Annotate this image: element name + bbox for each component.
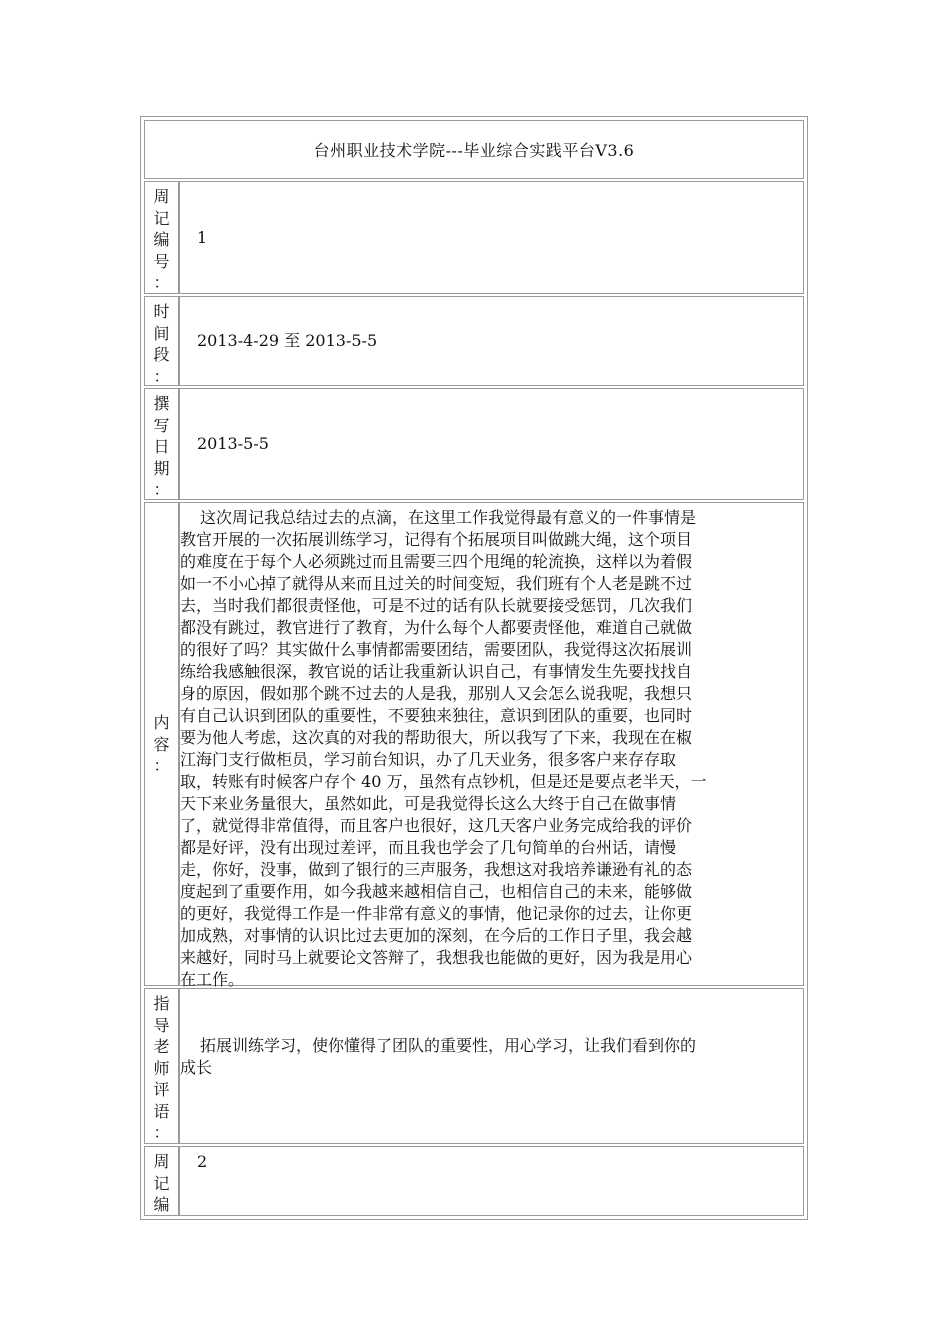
row-write-date xyxy=(144,388,804,500)
write-date-label: 撰 写 日 期 ： xyxy=(153,394,170,499)
form-title: 台州职业技术学院---毕业综合实践平台V3.6 xyxy=(144,120,804,179)
week-number-2-label: 周 记 编 xyxy=(153,1152,170,1214)
write-date-value: 2013-5-5 xyxy=(197,434,269,453)
row-week-number-2 xyxy=(144,1146,804,1216)
content-text: 这次周记我总结过去的点滴，在这里工作我觉得最有意义的一件事情是 教官开展的一次拓展训练学习，记得有个拓展项目叫做跳大绳，这个项目 的难度在于每个人必须跳过而且需要三四个甩绳的轮流换，这样以为着假 如一不小心掉了就得从来而且过关的时间变短，我们班有个人老是跳不过 去，当时我们都很责怪他，可是不过的话有队长就要接受惩罚，几次我们 都没有跳过，教官进行了教育，为什么每个人都要责怪他，难道自己就做 的很好了吗？其实做什么事情都需要团结，需要团队，我觉得这次拓展训 练给我感触很深，教官说的话让我重新认识自己，有事情发生先要找找自 身的原因，假如那个跳不过去的人是我，那别人又会怎么说我呢，我想只 有自己认识到团队的重要性，不要独来独往，意识到团队的重要，也同时 要为他人考虑，这次真的对我的帮助很大，所以我写了下来，我现在在椒 江海门支行做柜员，学习前台知识，办了几天业务，很多客户来存存取 取，转账有时候客户存个 40 万，虽然有点钞机，但是还是要点老半天，一 天下来业务量很大，虽然如此，可是我觉得长这么大终于自己在做事情 了，就觉得非常值得，而且客户也很好，这几天客户业务完成给我的评价 都是好评，没有出现过差评，而且我也学会了几句简单的台州话，请慢 走，你好，没事，做到了银行的三声服务，我想这对我培养谦逊有礼的态 度起到了重要作用，如今我越来越相信自己，也相信自己的未来，能够做 的更好，我觉得工作是一件非常有意义的事情，他记录你的过去，让你更 加成熟，对事情的认识比过去更加的深刻，在今后的工作日子里，我会越 来越好，同时马上就要论文答辩了，我想我也能做的更好，因为我是用心 在工作。 xyxy=(180,508,707,989)
row-week-number xyxy=(144,181,804,294)
week-number-value: 1 xyxy=(197,227,208,247)
write-date-label-cell xyxy=(144,388,179,500)
period-value-cell xyxy=(179,296,804,386)
teacher-comment-label-cell xyxy=(144,988,179,1144)
content-label: 内 容 ： xyxy=(153,712,170,775)
week-number-2-value-cell xyxy=(179,1146,804,1216)
period-label: 时 间 段 ： xyxy=(153,302,170,386)
week-number-value-cell xyxy=(179,181,804,294)
row-period xyxy=(144,296,804,386)
content-value-cell xyxy=(179,502,804,989)
week-number-label-cell xyxy=(144,181,179,294)
content-label-cell xyxy=(144,502,179,986)
week-number-2-label-cell xyxy=(144,1146,179,1216)
week-number-2-value: 2 xyxy=(197,1152,208,1171)
teacher-comment-value-cell xyxy=(179,988,804,1144)
week-number-label: 周 记 编 号 ： xyxy=(153,187,170,292)
row-teacher-comment xyxy=(144,988,804,1144)
write-date-value-cell xyxy=(179,388,804,500)
row-content xyxy=(144,502,804,989)
period-label-cell xyxy=(144,296,179,386)
teacher-comment-label: 指 导 老 师 评 语 ： xyxy=(153,994,170,1142)
period-value: 2013-4-29 至 2013-5-5 xyxy=(197,331,378,350)
teacher-comment-text: 拓展训练学习，使你懂得了团队的重要性，用心学习，让我们看到你的 成长 xyxy=(180,1036,697,1077)
